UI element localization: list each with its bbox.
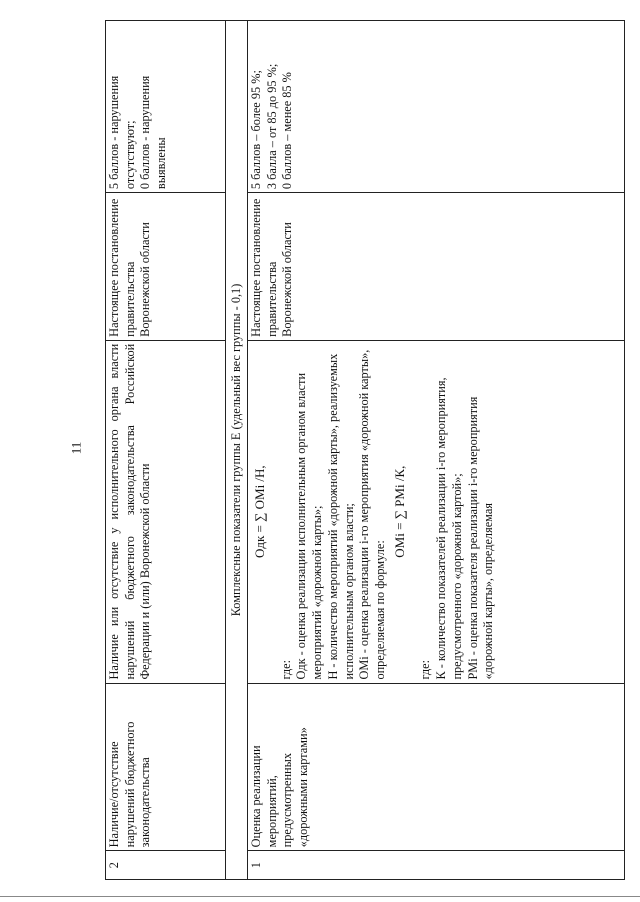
page-bottom-edge [0, 896, 640, 897]
score-line: 0 баллов - нарушения выявлены [138, 75, 169, 190]
definition: OMi - оценка реализации i-го мероприятия «дорожной карты», определяемая по формуле: [357, 349, 388, 680]
table-row [248, 21, 625, 880]
row1-scores [248, 21, 625, 193]
formula-secondary: OMi = ∑ PMi /К, [391, 465, 407, 558]
row2-scores [106, 21, 226, 193]
definition: К - количество показателей реализации i-го мероприятия, предусмотренного «дорожной картой»; [434, 377, 464, 680]
indicator-table [105, 20, 625, 880]
row1-number: 1 [248, 851, 625, 880]
row2-name: Наличие/отсутствие нарушений бюджетного законодательства [106, 683, 226, 851]
formula-main: Oдк = ∑ OMi /Н, [252, 465, 267, 559]
score-line: 0 баллов – менее 85 % [280, 72, 295, 190]
where-label: где: [418, 659, 433, 680]
page-number: 11 [68, 441, 84, 455]
table-row [226, 21, 248, 880]
definition: Н - количество мероприятий «дорожной карты», реализуемых исполнительным органом власти; [325, 353, 356, 680]
where-label: где: [278, 659, 293, 680]
score-line: 5 баллов – более 95 %; [249, 70, 263, 190]
table-row [106, 21, 226, 880]
rotated-table-container [105, 20, 625, 880]
group-header: Комплексные показатели группы Е (удельный вес группы - 0,1) [226, 21, 248, 880]
score-line: 5 баллов - нарушения отсутствуют; [107, 75, 137, 190]
row2-description: Наличие или отсутствие у исполнительного органа власти нарушений бюджетного законодательства Российской Федерации и (или) Воронежской области [106, 340, 226, 683]
row2-source: Настоящее постановление правительства Воронежской области [106, 193, 226, 341]
row1-description [248, 340, 625, 683]
definition: Oдк - оценка реализации исполнительным органом власти мероприятий «дорожной карты»; [294, 372, 325, 680]
row2-number: 2 [106, 851, 226, 880]
definition: PMi - оценка показателя реализации i-го мероприятия «дорожной карты», определяемая [465, 396, 496, 680]
row1-source: Настоящее постановление правительства Воронежской области [248, 193, 625, 341]
row1-name: Оценка реализации мероприятий, предусмотренных «дорожными картами» [248, 683, 625, 851]
score-line: 3 балла – от 85 до 95 %; [264, 63, 279, 190]
